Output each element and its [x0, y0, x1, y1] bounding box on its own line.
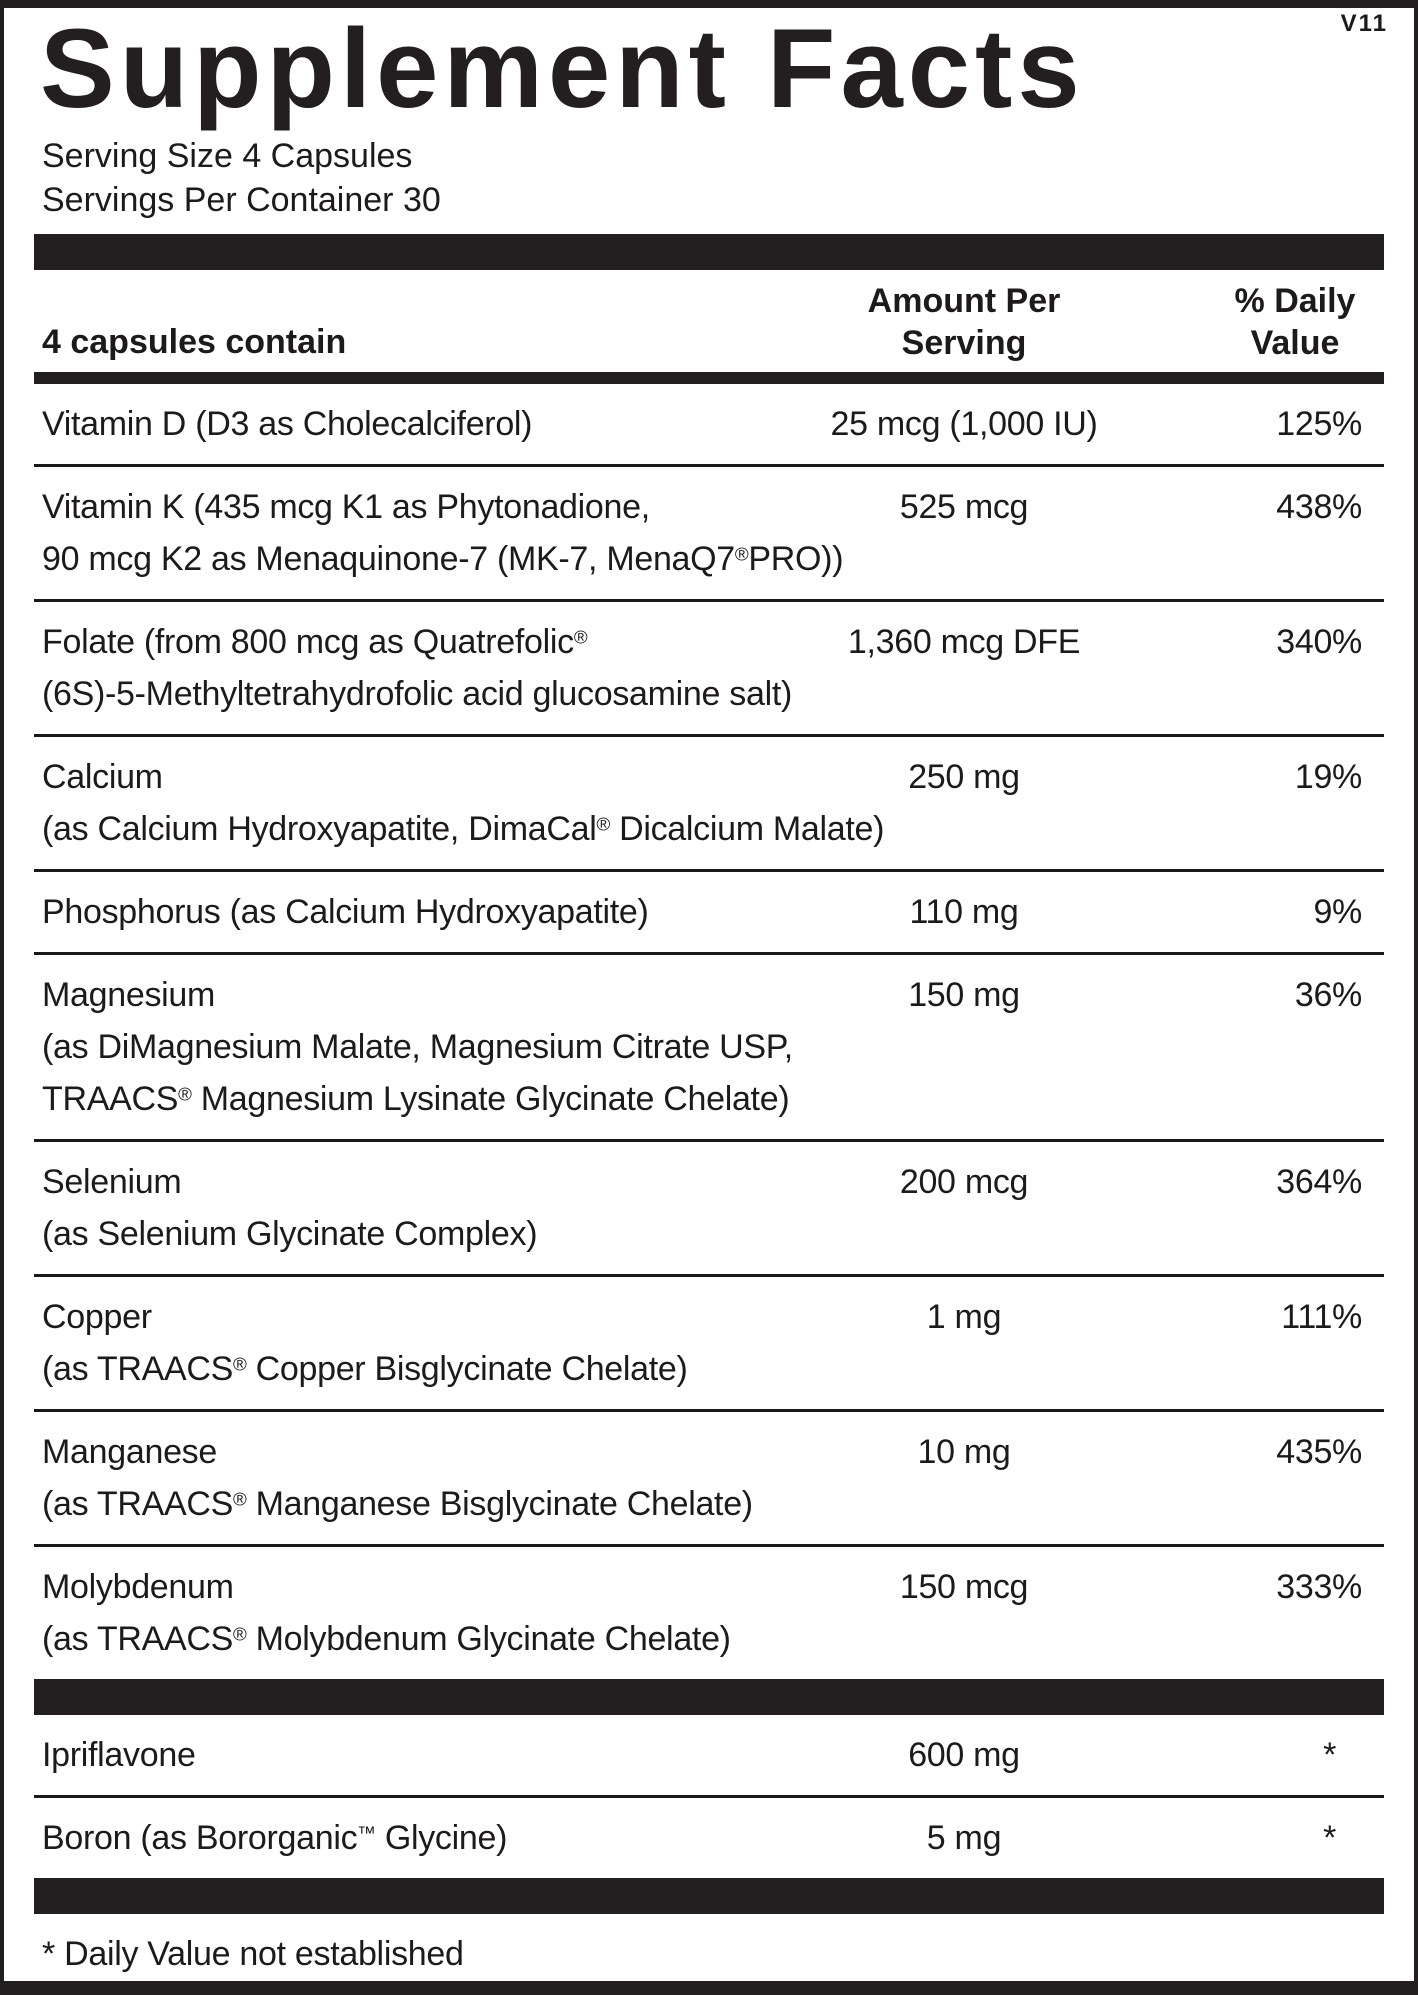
- nutrient-daily-value: 9%: [1313, 893, 1362, 932]
- table-row-manganese: [34, 1409, 1384, 1544]
- nutrient-description: (as Calcium Hydroxyapatite, DimaCal® Dicalcium Malate): [42, 810, 885, 849]
- serving-info: [42, 134, 1384, 222]
- nutrient-daily-value: 340%: [1276, 623, 1362, 662]
- servings-per-container: Servings Per Container 30: [42, 181, 441, 220]
- column-header-contains: 4 capsules contain: [42, 323, 347, 362]
- table-row-ipriflavone: [34, 1715, 1384, 1795]
- table-row-calcium: [34, 734, 1384, 869]
- nutrient-name: Copper: [42, 1298, 152, 1337]
- footnote: * Daily Value not established: [42, 1935, 464, 1974]
- nutrient-daily-value: 438%: [1276, 488, 1362, 527]
- nutrient-amount: 150 mg: [908, 976, 1020, 1015]
- nutrient-description: (6S)-5-Methyltetrahydrofolic acid glucosamine salt): [42, 675, 792, 714]
- nutrient-amount: 1 mg: [926, 1298, 1002, 1337]
- table-row-vitamin-k: [34, 464, 1384, 599]
- nutrient-name: Molybdenum: [42, 1568, 234, 1607]
- table-row-vitamin-d: [34, 384, 1384, 464]
- nutrient-amount: 5 mg: [926, 1819, 1002, 1858]
- nutrient-name: Magnesium: [42, 976, 216, 1015]
- separator-bar-top: [34, 234, 1384, 270]
- column-header-amount: Amount Per Serving: [867, 282, 1061, 363]
- nutrient-amount: 10 mg: [917, 1433, 1011, 1472]
- nutrient-description: (as DiMagnesium Malate, Magnesium Citrate USP,: [42, 1028, 793, 1067]
- nutrient-daily-value: *: [1323, 1819, 1336, 1858]
- nutrient-amount: 150 mcg: [899, 1568, 1029, 1607]
- nutrient-daily-value: 111%: [1281, 1298, 1362, 1337]
- nutrient-description: 90 mcg K2 as Menaquinone-7 (MK-7, MenaQ7®PRO)): [42, 540, 844, 579]
- nutrient-description: (as TRAACS® Copper Bisglycinate Chelate): [42, 1350, 688, 1389]
- other-ingredients-table: [34, 1715, 1384, 1878]
- nutrient-name: Selenium: [42, 1163, 182, 1202]
- serving-size: Serving Size 4 Capsules: [42, 137, 413, 176]
- nutrient-table: [34, 384, 1384, 1679]
- version-tag: V11: [1340, 10, 1388, 37]
- nutrient-name: Ipriflavone: [42, 1736, 196, 1775]
- nutrient-amount: 600 mg: [908, 1736, 1020, 1775]
- nutrient-daily-value: 435%: [1276, 1433, 1362, 1472]
- nutrient-amount: 1,360 mcg DFE: [847, 623, 1081, 662]
- column-header-daily-value: % Daily Value: [1234, 282, 1356, 363]
- nutrient-description: TRAACS® Magnesium Lysinate Glycinate Chelate): [42, 1080, 790, 1119]
- nutrient-description: (as TRAACS® Manganese Bisglycinate Chelate): [42, 1485, 753, 1524]
- nutrient-name: Manganese: [42, 1433, 217, 1472]
- page-title: Supplement Facts: [40, 6, 1085, 131]
- nutrient-name: Phosphorus (as Calcium Hydroxyapatite): [42, 893, 649, 932]
- nutrient-daily-value: 19%: [1294, 758, 1362, 797]
- nutrient-amount: 200 mcg: [899, 1163, 1029, 1202]
- nutrient-name: Vitamin D (D3 as Cholecalciferol): [42, 405, 533, 444]
- table-row-molybdenum: [34, 1544, 1384, 1679]
- table-row-phosphorus: [34, 869, 1384, 952]
- nutrient-amount: 110 mg: [909, 893, 1019, 932]
- nutrient-daily-value: 36%: [1294, 976, 1362, 1015]
- table-row-folate: [34, 599, 1384, 734]
- nutrient-description: (as TRAACS® Molybdenum Glycinate Chelate): [42, 1620, 731, 1659]
- column-headers: [34, 270, 1384, 372]
- nutrient-amount: 525 mcg: [899, 488, 1029, 527]
- nutrient-daily-value: 125%: [1276, 405, 1362, 444]
- nutrient-amount: 25 mcg (1,000 IU): [830, 405, 1098, 444]
- table-row-magnesium: [34, 952, 1384, 1139]
- nutrient-daily-value: 364%: [1276, 1163, 1362, 1202]
- table-row-boron: [34, 1795, 1384, 1878]
- table-row-copper: [34, 1274, 1384, 1409]
- separator-bar-bottom: [34, 1878, 1384, 1914]
- nutrient-daily-value: 333%: [1276, 1568, 1362, 1607]
- table-row-selenium: [34, 1139, 1384, 1274]
- nutrient-name: Vitamin K (435 mcg K1 as Phytonadione,: [42, 488, 650, 527]
- separator-bar-other: [34, 1679, 1384, 1715]
- nutrient-name: Folate (from 800 mcg as Quatrefolic®: [42, 623, 588, 662]
- nutrient-name: Calcium: [42, 758, 163, 797]
- nutrient-amount: 250 mg: [908, 758, 1020, 797]
- separator-bar-header: [34, 372, 1384, 384]
- nutrient-daily-value: *: [1323, 1736, 1336, 1775]
- nutrient-name: Boron (as Bororganic™ Glycine): [42, 1819, 508, 1858]
- nutrient-description: (as Selenium Glycinate Complex): [42, 1215, 538, 1254]
